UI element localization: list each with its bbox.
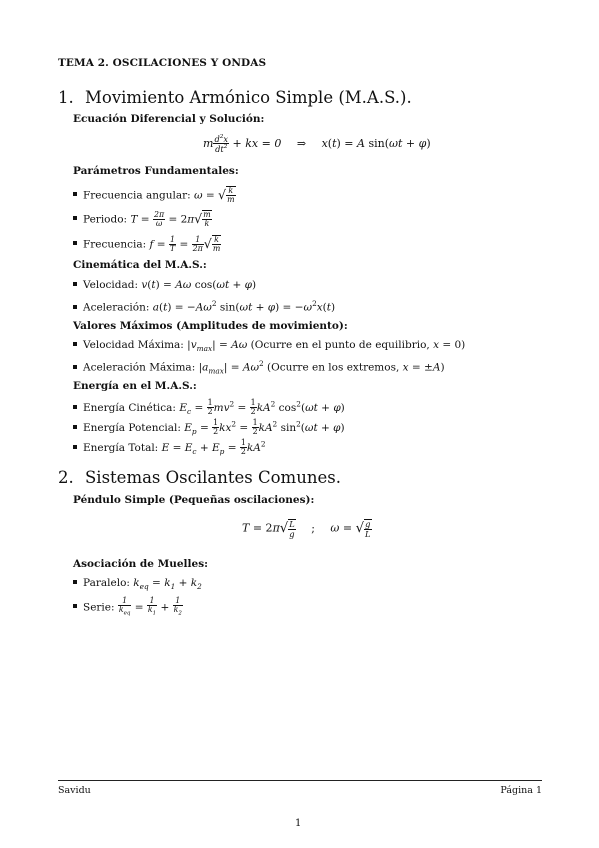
energy-heading: Energía en el M.A.S.: (73, 380, 197, 392)
kinematics-acceleration: Aceleración: $a(t) = -A\omega^2$ $\sin(\omega t + \varphi) = -\omega^2x(t)$ (73, 299, 335, 314)
springs-parallel: Paralelo: $k_{eq} = k_1 + k_2$ (73, 577, 202, 591)
footer-author: Savidu (58, 785, 91, 796)
footer-page-label: Página 1 (500, 785, 542, 796)
footer-rule (58, 780, 542, 781)
section-2-title: Sistemas Oscilantes Comunes. (85, 468, 341, 487)
diff-eq-heading: Ecuación Diferencial y Solución: (73, 113, 265, 125)
param-angular-frequency: Frecuencia angular: ω = √ $\frac{k}{m}$ (73, 186, 236, 205)
diff-eq-formula: m $\frac{d^2x}{dt^2}$ + kx = 0 ⇒ x(t) = A sin(ωt + φ) (203, 133, 431, 155)
kinematics-heading: Cinemática del M.A.S.: (73, 259, 207, 271)
max-values-heading: Valores Máximos (Amplitudes de movimiento): (73, 320, 348, 332)
section-1-number: 1. (58, 88, 74, 107)
running-header: TEMA 2. OSCILACIONES Y ONDAS (58, 57, 267, 69)
springs-heading: Asociación de Muelles: (73, 558, 208, 570)
pendulum-formula: T = 2π√ $\frac{L}{g}$ ; ω = √ $\frac{g}{L}$ (242, 519, 371, 539)
second-derivative-fraction: $\frac{d^2x}{dt^2}$ (214, 133, 229, 155)
max-velocity: Velocidad Máxima: $|v_{max}| = A\omega$ (Ocurre en el punto de equilibrio, x = 0) (73, 339, 465, 353)
param-frequency: Frecuencia: f = $\frac{1}{T}$ = $\frac{1}{2\pi}$ √ $\frac{k}{m}$ (73, 235, 221, 254)
energy-kinetic: Energía Cinética: $E_c$ = $\frac{1}{2}$ $mv^2$ = $\frac{1}{2}$ $kA^2$ $\cos^2(\omega t + \varphi)$ (73, 399, 345, 417)
params-heading: Parámetros Fundamentales: (73, 165, 239, 177)
param-period: Periodo: T = $\frac{2\pi}{\omega}$ = 2π√ $\frac{m}{k}$ (73, 210, 212, 229)
energy-total: Energía Total: $E = E_c + E_p$ = $\frac{1}{2}$ $kA^2$ (73, 439, 266, 457)
section-1-heading (58, 88, 412, 107)
max-acceleration: Aceleración Máxima: $|a_{max}| = A\omega^2$ (Ocurre en los extremos, x = ±A) (73, 359, 445, 376)
section-2-number: 2. (58, 468, 74, 487)
section-2-heading (58, 468, 341, 487)
pendulum-heading: Péndulo Simple (Pequeñas oscilaciones): (73, 494, 315, 506)
kinematics-velocity: Velocidad: v(t) = Aω cos(ωt + φ) (73, 279, 256, 291)
page-number: 1 (295, 818, 302, 829)
energy-potential: Energía Potencial: $E_p$ = $\frac{1}{2}$ $kx^2$ = $\frac{1}{2}$ $kA^2$ $\sin^2(\omega t + \varphi)$ (73, 419, 345, 437)
section-1-title: Movimiento Armónico Simple (M.A.S.). (85, 88, 412, 107)
springs-series: Serie: $\frac{1}{k_{eq}}$ = $\frac{1}{k_1}$ + $\frac{1}{k_2}$ (73, 597, 183, 618)
